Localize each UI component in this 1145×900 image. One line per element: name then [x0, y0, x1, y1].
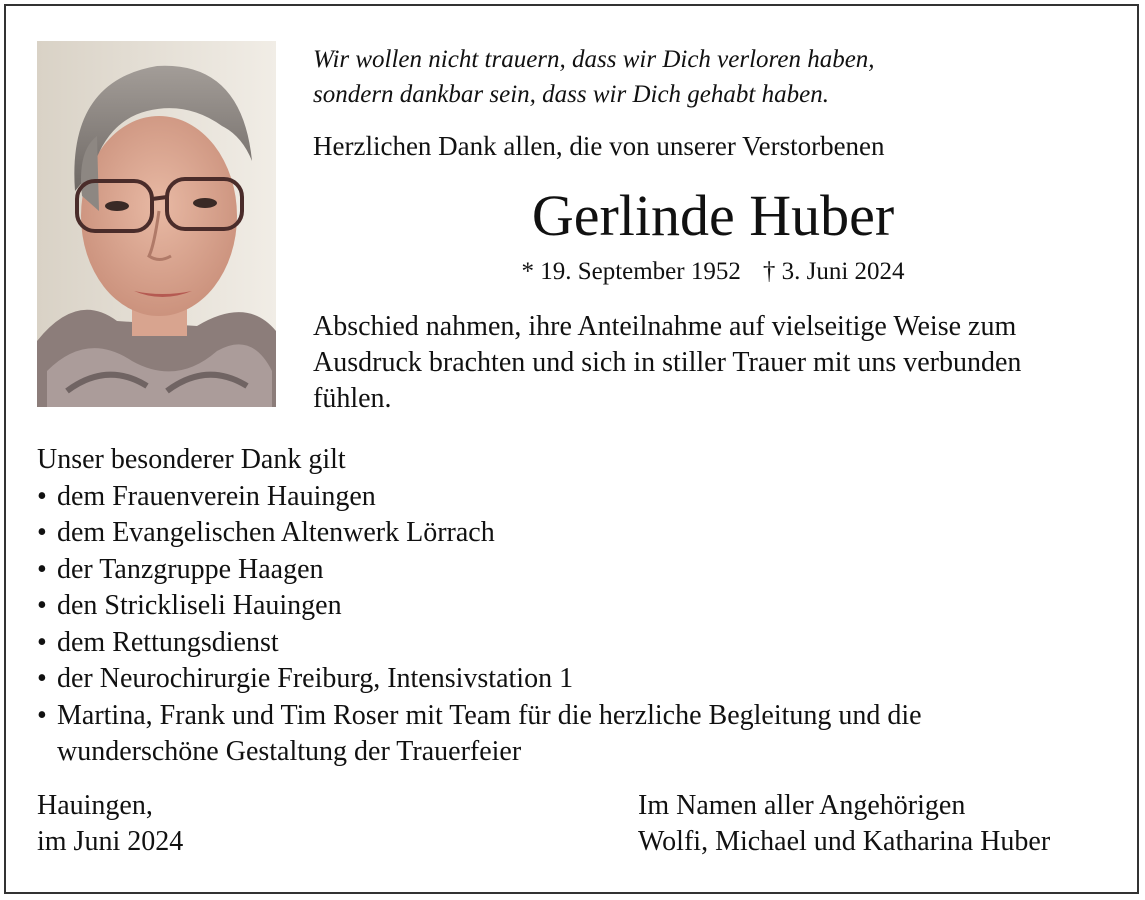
place-and-date: [37, 788, 183, 860]
deceased-name: Gerlinde Huber: [531, 183, 895, 248]
birth-date: * 19. September 1952: [521, 258, 741, 285]
list-item-text: den Strickliseli Hauingen: [57, 590, 342, 621]
special-thanks-list: [37, 442, 1117, 771]
message-line-2: Ausdruck brachten und sich in stiller Trauer mit uns verbunden: [313, 347, 1022, 378]
list-item: [37, 698, 1117, 735]
list-item: [37, 552, 1117, 589]
list-item: [37, 625, 1117, 662]
list-item: [37, 515, 1117, 552]
bullet: •: [37, 553, 47, 585]
quote-line-1: Wir wollen nicht trauern, dass wir Dich verloren haben,: [313, 46, 875, 73]
signature-line-1: Im Namen aller Angehörigen: [638, 790, 966, 821]
signature-line-2: Wolfi, Michael und Katharina Huber: [638, 826, 1051, 857]
message-line-3: fühlen.: [313, 383, 392, 414]
list-item-text: Martina, Frank und Tim Roser mit Team für die herzliche Begleitung und die: [57, 699, 922, 731]
portrait-photo: [37, 41, 276, 407]
message-line-1: Abschied nahmen, ihre Anteilnahme auf vielseitige Weise zum: [313, 311, 1017, 342]
list-item: [37, 588, 1117, 625]
thanks-message: [313, 309, 1123, 417]
list-item-text: dem Frauenverein Hauingen: [57, 480, 376, 512]
date-line: im Juni 2024: [37, 826, 184, 857]
bullet: •: [37, 590, 47, 621]
thanks-heading: Unser besonderer Dank gilt: [37, 444, 346, 475]
list-item-text: dem Rettungsdienst: [57, 626, 279, 658]
bullet: •: [37, 699, 47, 731]
life-dates: [313, 258, 1113, 286]
memorial-quote: [313, 42, 1113, 112]
list-item-text: der Tanzgruppe Haagen: [57, 553, 324, 585]
bullet: •: [37, 480, 47, 512]
place-line: Hauingen,: [37, 790, 153, 821]
bullet: •: [37, 517, 47, 548]
bullet: •: [37, 626, 47, 658]
quote-line-2: sondern dankbar sein, dass wir Dich gehabt haben.: [313, 81, 829, 108]
bullet: •: [37, 663, 47, 694]
list-item-text: dem Evangelischen Altenwerk Lörrach: [57, 517, 495, 548]
list-item-text: der Neurochirurgie Freiburg, Intensivstation 1: [57, 663, 574, 694]
death-date: † 3. Juni 2024: [762, 258, 905, 285]
list-item-continuation: wunderschöne Gestaltung der Trauerfeier: [57, 736, 522, 767]
intro-text: Herzlichen Dank allen, die von unserer Verstorbenen: [313, 131, 885, 161]
list-item: [37, 661, 1117, 698]
list-item: [37, 479, 1117, 516]
family-signature: [638, 788, 1050, 860]
